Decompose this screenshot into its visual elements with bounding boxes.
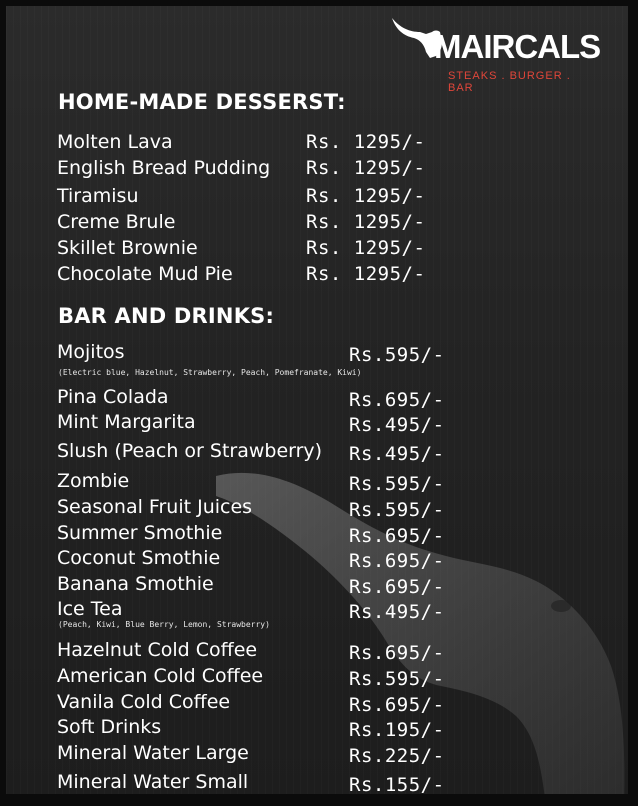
list-item-price: Rs. 1295/- bbox=[306, 185, 426, 207]
list-item-name: Seasonal Fruit Juices bbox=[57, 496, 253, 518]
list-item-price: Rs.195/- bbox=[349, 719, 445, 741]
list-item-price: Rs.155/- bbox=[349, 774, 445, 794]
list-item-name: Summer Smothie bbox=[57, 522, 223, 544]
drinks-heading: BAR AND DRINKS: bbox=[58, 304, 275, 328]
brand-block bbox=[390, 14, 601, 94]
list-item-name: Chocolate Mud Pie bbox=[57, 263, 233, 285]
list-item-price: Rs.495/- bbox=[349, 443, 445, 465]
list-item-price: Rs.695/- bbox=[349, 576, 445, 598]
list-item-price: Rs.595/- bbox=[349, 668, 445, 690]
list-item-name: Mineral Water Large bbox=[57, 742, 249, 764]
list-item-name: Creme Brule bbox=[57, 211, 176, 233]
list-item-note: (Peach, Kiwi, Blue Berry, Lemon, Strawberry) bbox=[58, 620, 270, 629]
list-item-name: Soft Drinks bbox=[57, 716, 162, 738]
list-item-name: Coconut Smothie bbox=[57, 547, 221, 569]
list-item-price: Rs.225/- bbox=[349, 745, 445, 767]
list-item-name: English Bread Pudding bbox=[57, 157, 271, 179]
list-item-price: Rs.595/- bbox=[349, 499, 445, 521]
list-item-name: Slush (Peach or Strawberry) bbox=[57, 440, 323, 462]
list-item-price: Rs.495/- bbox=[349, 601, 445, 623]
list-item-name: Vanila Cold Coffee bbox=[57, 691, 231, 713]
list-item-price: Rs.595/- bbox=[349, 473, 445, 495]
list-item-name: American Cold Coffee bbox=[57, 665, 264, 687]
list-item-price: Rs.695/- bbox=[349, 525, 445, 547]
list-item-price: Rs.695/- bbox=[349, 642, 445, 664]
list-item-price: Rs. 1295/- bbox=[306, 263, 426, 285]
list-item-price: Rs. 1295/- bbox=[306, 131, 426, 153]
list-item-name: Mojitos bbox=[57, 341, 125, 363]
list-item-name: Hazelnut Cold Coffee bbox=[57, 639, 258, 661]
brand-tagline: STEAKS . BURGER . BAR bbox=[448, 70, 571, 94]
menu-board bbox=[6, 6, 628, 794]
list-item-price: Rs.695/- bbox=[349, 389, 445, 411]
list-item-price: Rs.695/- bbox=[349, 694, 445, 716]
list-item-price: Rs.595/- bbox=[349, 344, 445, 366]
list-item-price: Rs. 1295/- bbox=[306, 237, 426, 259]
list-item-name: Mint Margarita bbox=[57, 411, 196, 433]
list-item-name: Tiramisu bbox=[57, 185, 139, 207]
list-item-price: Rs. 1295/- bbox=[306, 211, 426, 233]
list-item-price: Rs.495/- bbox=[349, 414, 445, 436]
desserts-heading: HOME-MADE DESSERST: bbox=[58, 90, 346, 114]
brand-name: MAIRCALS bbox=[434, 28, 601, 65]
list-item-name: Banana Smothie bbox=[57, 573, 214, 595]
list-item-note: (Electric blue, Hazelnut, Strawberry, Peach, Pomefranate, Kiwi) bbox=[58, 368, 362, 377]
list-item-name: Zombie bbox=[57, 470, 130, 492]
list-item-name: Molten Lava bbox=[57, 131, 173, 153]
list-item-name: Ice Tea bbox=[57, 598, 123, 620]
list-item-name: Skillet Brownie bbox=[57, 237, 198, 259]
list-item-price: Rs. 1295/- bbox=[306, 157, 426, 179]
list-item-name: Mineral Water Small bbox=[57, 771, 249, 793]
list-item-name: Pina Colada bbox=[57, 386, 169, 408]
list-item-price: Rs.695/- bbox=[349, 550, 445, 572]
